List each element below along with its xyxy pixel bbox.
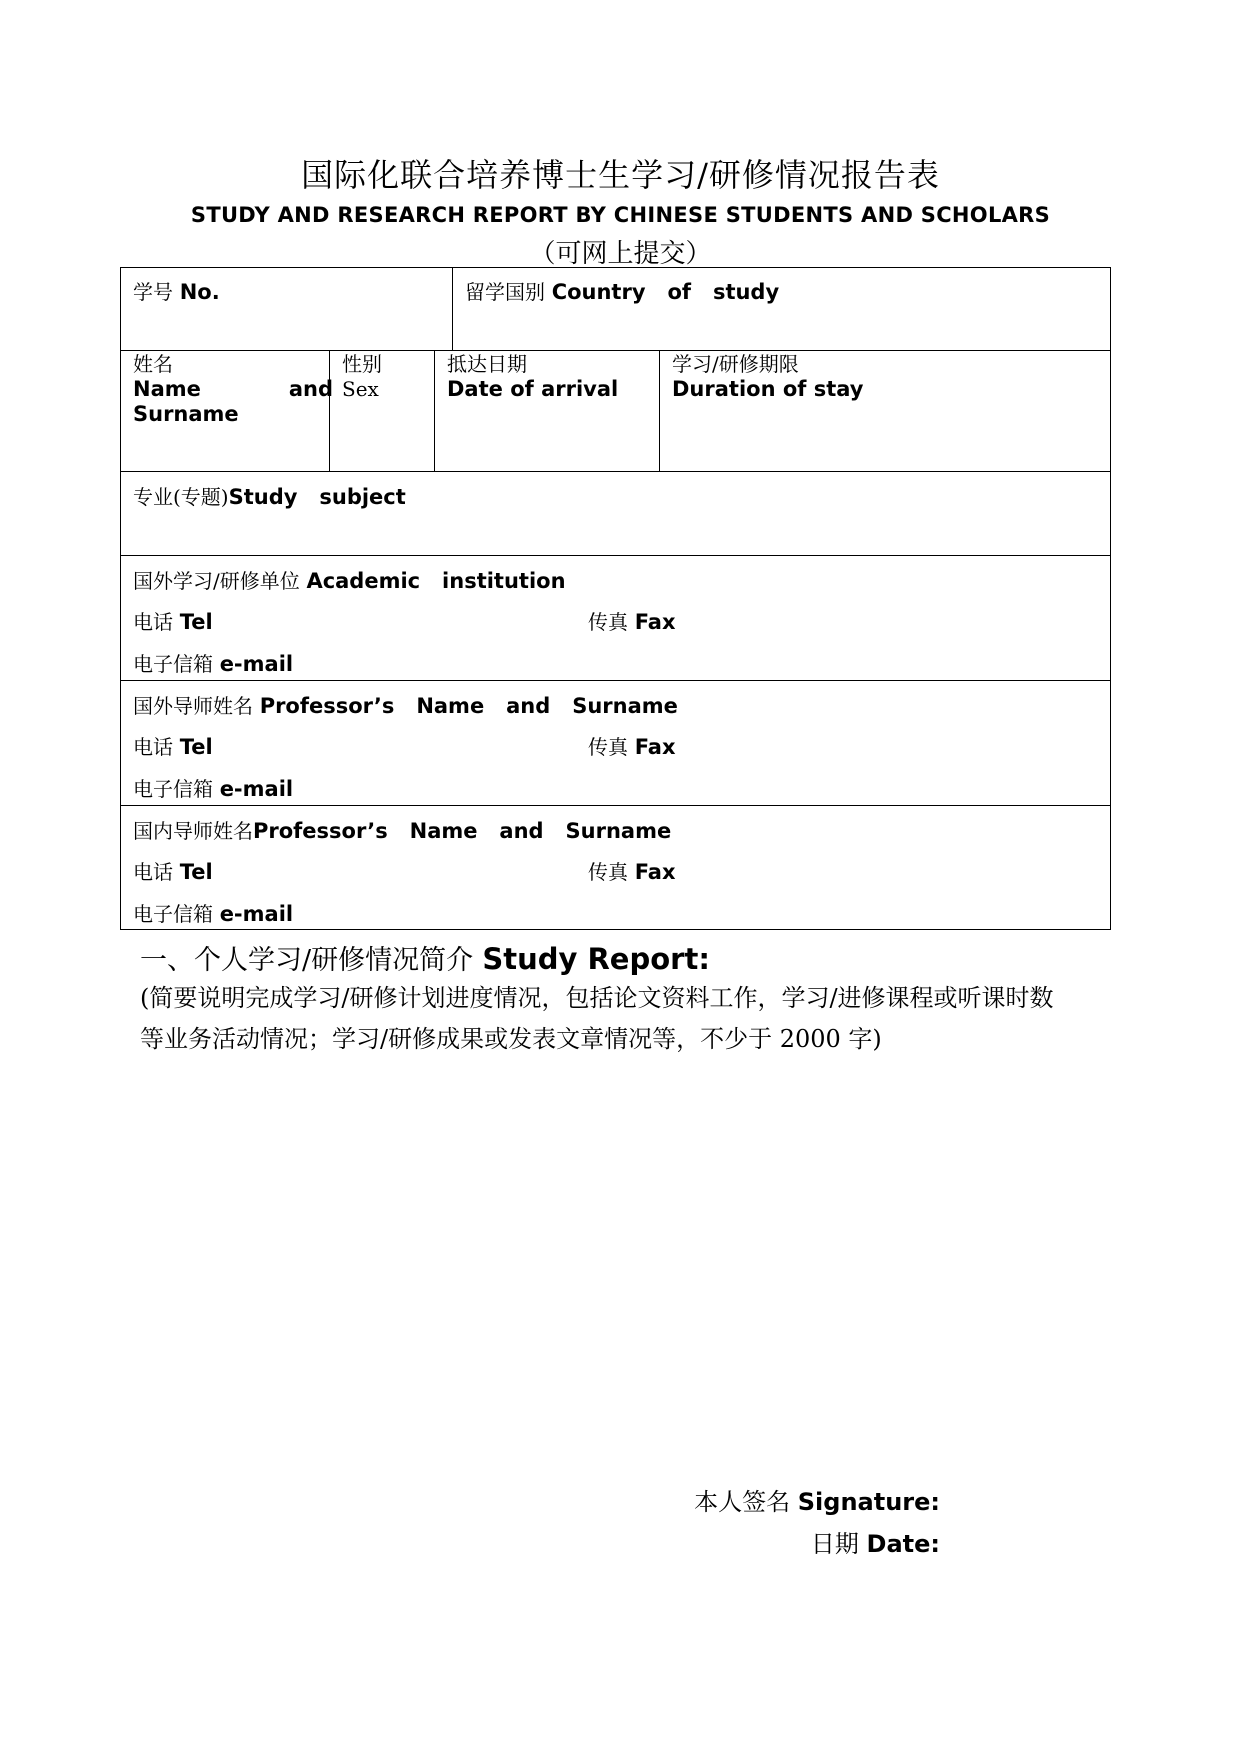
tel-label-en: Tel <box>179 735 213 759</box>
sex-label-cn: 性别 <box>342 352 382 376</box>
name-label-word-surname: Surname <box>133 402 239 426</box>
institution-label-cn: 国外学习/研修单位 <box>133 569 300 593</box>
email-label-en: e-mail <box>219 777 294 801</box>
foreign-professor-email-label <box>133 777 293 802</box>
study-report-instructions-line1: (简要说明完成学习/研修计划进度情况，包括论文资料工作，学习/进修课程或听课时数 <box>140 984 1054 1012</box>
study-report-heading-en: Study Report: <box>482 942 710 976</box>
foreign-professor-fax-label <box>588 735 676 760</box>
tel-label-en: Tel <box>179 860 213 884</box>
table-divider <box>452 267 453 350</box>
date-line <box>600 1524 940 1559</box>
fax-label-cn: 传真 <box>588 610 628 634</box>
study-subject-label-en: Study subject <box>228 485 406 509</box>
signature-label-cn: 本人签名 <box>694 1488 791 1516</box>
institution-tel-label <box>133 610 213 635</box>
fax-label-en: Fax <box>634 860 676 884</box>
duration-label-cn: 学习/研修期限 <box>672 352 799 376</box>
foreign-professor-label-cn: 国外导师姓名 <box>133 694 253 718</box>
email-label-en: e-mail <box>219 652 294 676</box>
institution-fax-label <box>588 610 676 635</box>
tel-label-en: Tel <box>179 610 213 634</box>
signature-line <box>600 1482 940 1517</box>
study-report-heading <box>140 938 710 977</box>
fax-label-cn: 传真 <box>588 735 628 759</box>
student-number-label-en: No. <box>179 280 220 304</box>
email-label-en: e-mail <box>219 902 294 926</box>
table-divider <box>659 350 660 471</box>
domestic-professor-label-cn: 国内导师姓名 <box>133 819 253 843</box>
student-number-label <box>133 280 220 305</box>
tel-label-cn: 电话 <box>133 860 173 884</box>
sex-label <box>342 352 382 402</box>
domestic-professor-label-en: Professor’s Name and Surname <box>253 819 672 843</box>
form-title-chinese: 国际化联合培养博士生学习/研修情况报告表 <box>301 156 940 194</box>
foreign-professor-label-en: Professor’s Name and Surname <box>259 694 678 718</box>
domestic-professor-fax-label <box>588 860 676 885</box>
student-number-label-cn: 学号 <box>133 280 173 304</box>
table-divider <box>120 555 1111 556</box>
study-report-heading-cn: 一、个人学习/研修情况简介 <box>140 945 474 976</box>
name-label-cn: 姓名 <box>133 352 173 376</box>
study-subject-label <box>133 485 406 510</box>
email-label-cn: 电子信箱 <box>133 902 213 926</box>
institution-label <box>133 569 566 594</box>
fax-label-cn: 传真 <box>588 860 628 884</box>
table-divider <box>434 350 435 471</box>
email-label-cn: 电子信箱 <box>133 652 213 676</box>
name-label <box>133 352 333 427</box>
fax-label-en: Fax <box>634 610 676 634</box>
study-subject-label-cn: 专业(专题) <box>133 485 229 509</box>
table-divider <box>120 680 1111 681</box>
table-divider <box>120 805 1111 806</box>
arrival-date-label-cn: 抵达日期 <box>447 352 527 376</box>
domestic-professor-label <box>133 819 671 844</box>
date-label-cn: 日期 <box>810 1530 859 1558</box>
tel-label-cn: 电话 <box>133 735 173 759</box>
table-divider <box>120 350 1111 351</box>
duration-label-en: Duration of stay <box>672 377 864 401</box>
arrival-date-label-en: Date of arrival <box>447 377 619 401</box>
domestic-professor-email-label <box>133 902 293 927</box>
domestic-professor-tel-label <box>133 860 213 885</box>
table-divider <box>120 471 1111 472</box>
institution-label-en: Academic institution <box>306 569 566 593</box>
institution-email-label <box>133 652 293 677</box>
date-label-en: Date: <box>866 1530 940 1558</box>
signature-label-en: Signature: <box>797 1488 940 1516</box>
foreign-professor-tel-label <box>133 735 213 760</box>
country-of-study-label <box>465 280 779 305</box>
name-label-en-line1 <box>133 377 333 402</box>
foreign-professor-label <box>133 694 678 719</box>
study-report-instructions-line2: 等业务活动情况；学习/研修成果或发表文章情况等，不少于 2000 字) <box>140 1025 882 1053</box>
email-label-cn: 电子信箱 <box>133 777 213 801</box>
fax-label-en: Fax <box>634 735 676 759</box>
form-title-english: STUDY AND RESEARCH REPORT BY CHINESE STUDENTS AND SCHOLARS <box>190 203 1051 227</box>
country-label-en: Country of study <box>551 280 780 304</box>
country-label-cn: 留学国别 <box>465 280 545 304</box>
arrival-date-label <box>447 352 618 402</box>
name-label-word-name: Name <box>133 377 201 401</box>
study-report-instructions <box>140 978 1100 1060</box>
online-submission-note: （可网上提交） <box>529 239 712 269</box>
tel-label-cn: 电话 <box>133 610 173 634</box>
sex-label-en: Sex <box>342 377 379 401</box>
duration-label <box>672 352 863 402</box>
name-label-word-and: and <box>288 377 333 401</box>
